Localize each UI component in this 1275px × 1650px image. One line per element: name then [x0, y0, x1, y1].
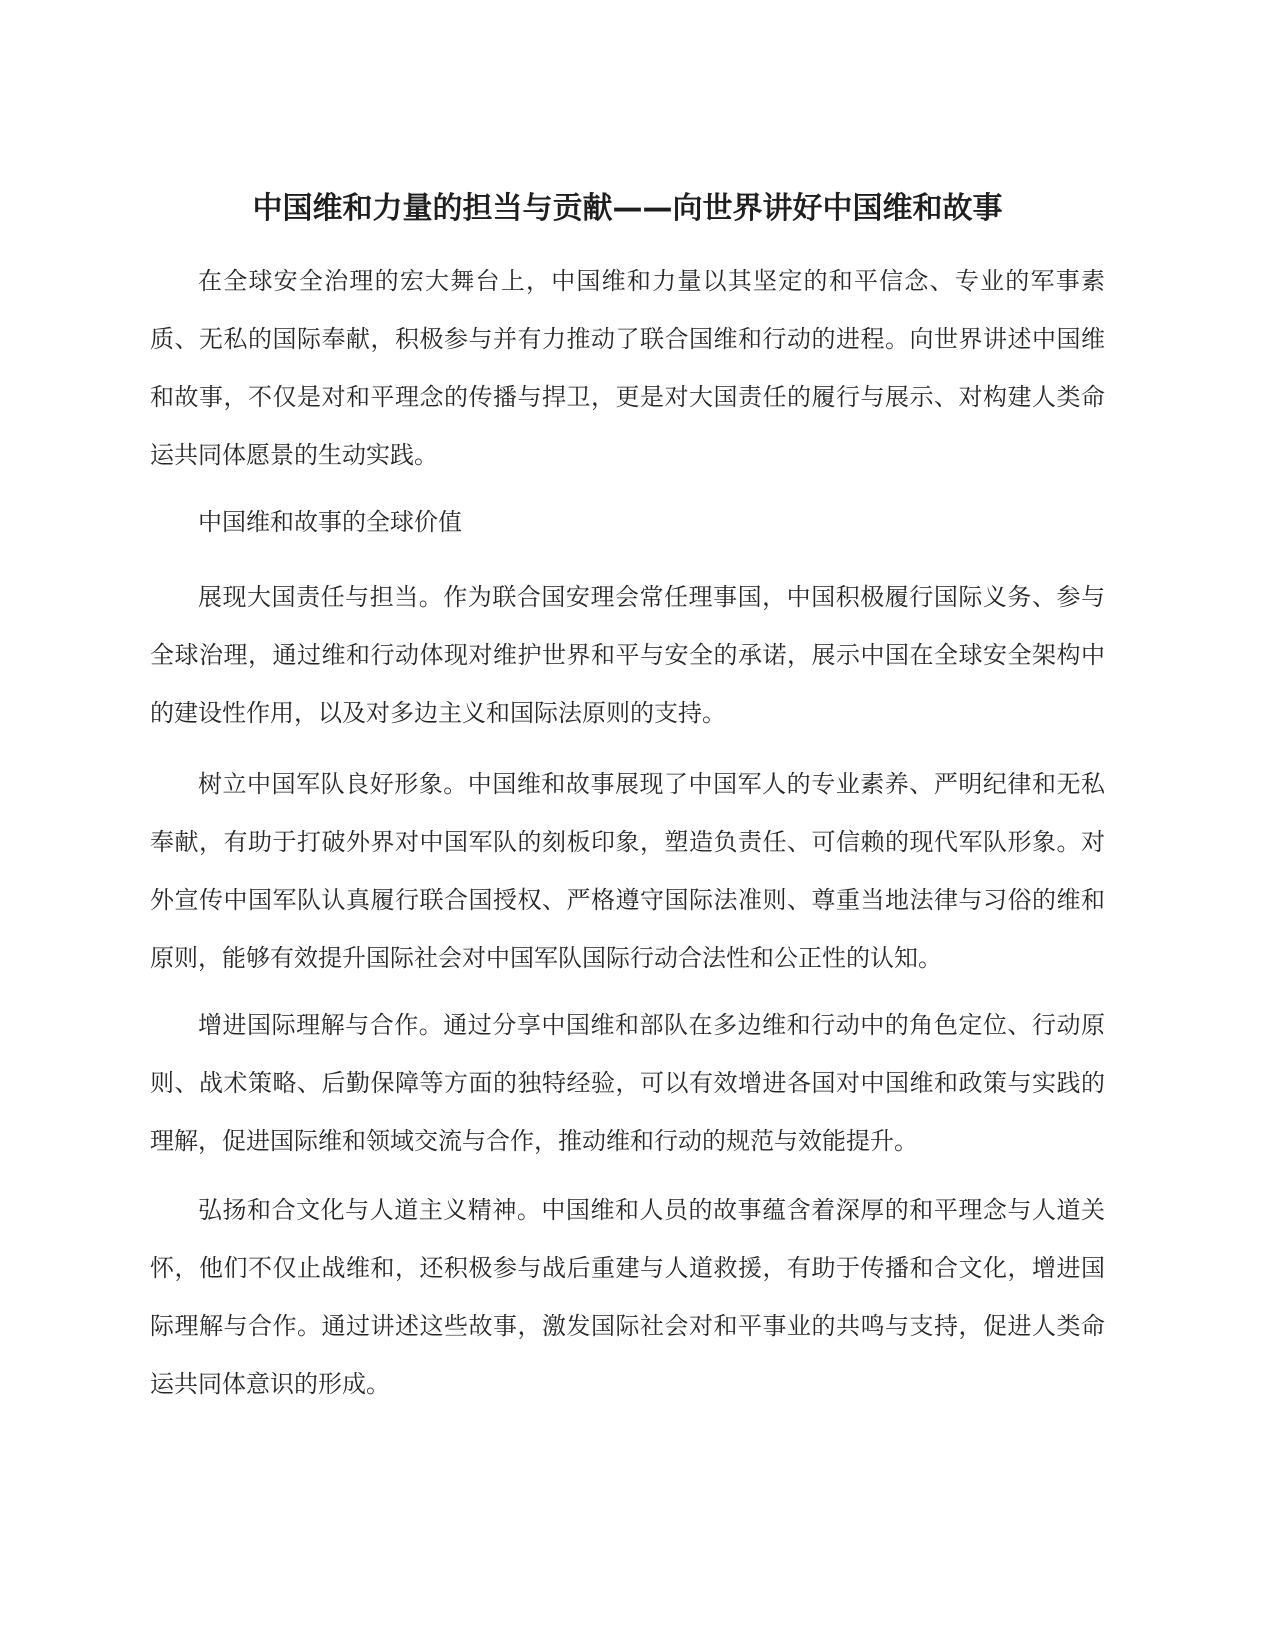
paragraph-cooperation: 增进国际理解与合作。通过分享中国维和部队在多边维和行动中的角色定位、行动原则、战术策略、后勤保障等方面的独特经验，可以有效增进各国对中国维和政策与实践的理解，促进国际维和领域交流与合作，推动维和行动的规范与效能提升。 — [150, 1011, 1105, 1155]
paragraph-intro: 在全球安全治理的宏大舞台上，中国维和力量以其坚定的和平信念、专业的军事素质、无私的国际奉献，积极参与并有力推动了联合国维和行动的进程。向世界讲述中国维和故事，不仅是对和平理念的传播与捍卫，更是对大国责任的履行与展示、对构建人类命运共同体愿景的生动实践。 — [150, 267, 1105, 469]
paragraph-responsibility: 展现大国责任与担当。作为联合国安理会常任理事国，中国积极履行国际义务、参与全球治理，通过维和行动体现对维护世界和平与安全的承诺，展示中国在全球安全架构中的建设性作用，以及对多边主义和国际法原则的支持。 — [150, 583, 1105, 727]
document-title: 中国维和力量的担当与贡献——向世界讲好中国维和故事 — [252, 191, 1003, 226]
paragraph-humanitarian: 弘扬和合文化与人道主义精神。中国维和人员的故事蕴含着深厚的和平理念与人道关怀，他们不仅止战维和，还积极参与战后重建与人道救援，有助于传播和合文化，增进国际理解与合作。通过讲述这些故事，激发国际社会对和平事业的共鸣与支持，促进人类命运共同体意识的形成。 — [150, 1196, 1105, 1398]
paragraph-military-image: 树立中国军队良好形象。中国维和故事展现了中国军人的专业素养、严明纪律和无私奉献，有助于打破外界对中国军队的刻板印象，塑造负责任、可信赖的现代军队形象。对外宣传中国军队认真履行联合国授权、严格遵守国际法准则、尊重当地法律与习俗的维和原则，能够有效提升国际社会对中国军队国际行动合法性和公正性的认知。 — [150, 770, 1105, 972]
section-heading: 中国维和故事的全球价值 — [198, 508, 462, 536]
